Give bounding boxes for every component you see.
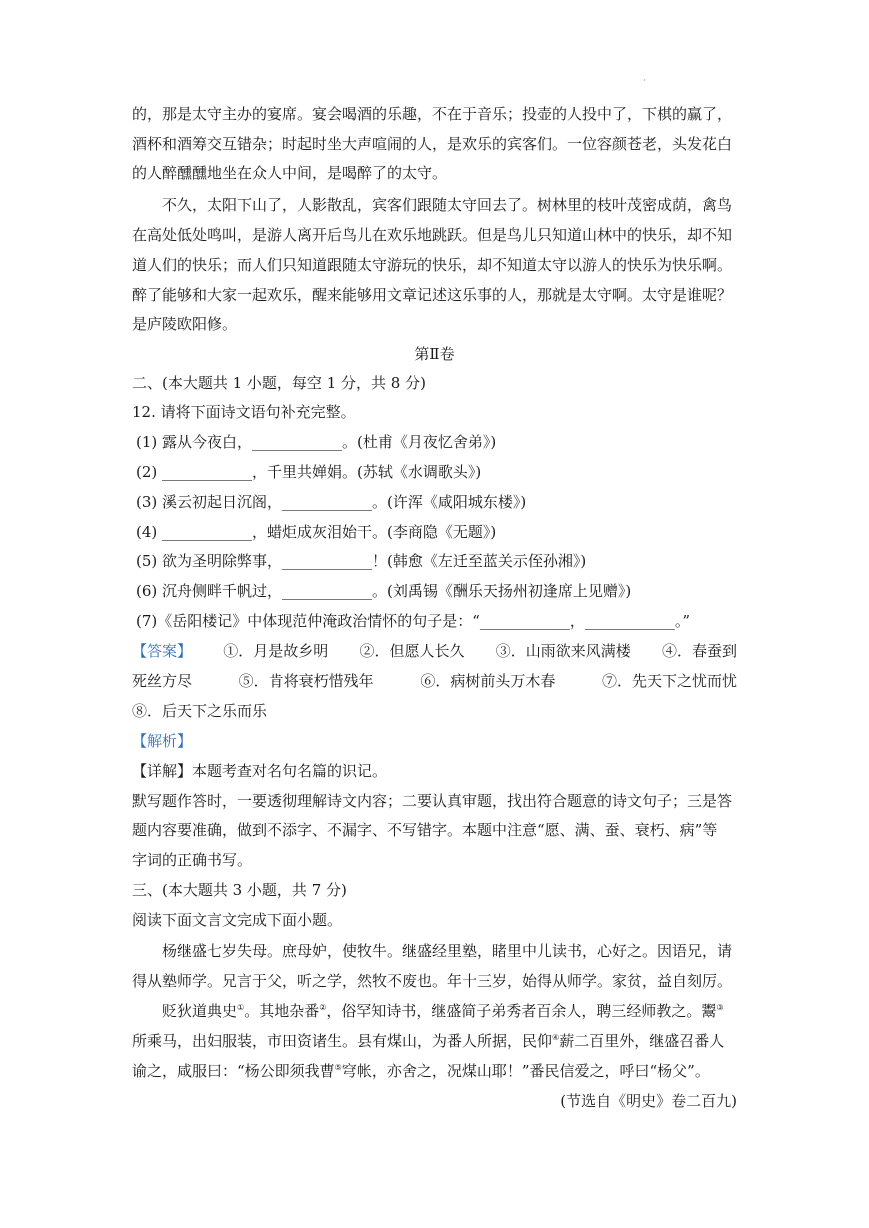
detail-line: 题内容要准确，做到不添字、不漏字、不写错字。本题中注意“愿、满、蚕、衰朽、病”等 [132, 821, 718, 839]
paragraph-line: 是庐陵欧阳修。 [132, 315, 238, 333]
paragraph-line: 在高处低处鸣叫，是游人离开后鸟儿在欢乐地跳跃。但是鸟儿只知道山林中的快乐，却不知 [132, 226, 733, 244]
detail-line: 【详解】本题考查对名句名篇的识记。 [132, 762, 388, 780]
answer-item: ④．春蚕到 [661, 642, 737, 660]
answer-item: ①．月是故乡明 [223, 642, 329, 660]
answer-line-2 [132, 670, 737, 692]
footnote-marker: ③ [716, 1003, 724, 1012]
footnote-marker: ⑤ [334, 1063, 342, 1072]
question-item: (4) ____________，蜡炬成灰泪始干。(李商隐《无题》) [136, 523, 497, 541]
classical-text-line [162, 1000, 737, 1022]
paragraph-line: 的，那是太守主办的宴席。宴会喝酒的乐趣，不在于音乐；投壶的人投中了，下棋的赢了， [132, 105, 733, 123]
text-segment: ，俗罕知诗书，继盛简子弟秀者百余人，聘三经师教之。鬻 [326, 1002, 717, 1020]
analysis-label: 【解析】 [132, 732, 193, 750]
text-segment: 。其地杂番 [244, 1002, 320, 1020]
section-3-header: 三、(本大题共 3 小题，共 7 分) [132, 881, 347, 899]
paragraph-line: 酒杯和酒筹交互错杂；时起时坐大声喧闹的人，是欢乐的宾客们。一位容颜苍老，头发花白 [132, 135, 733, 153]
scan-dot: · [643, 76, 646, 85]
question-item: (1) 露从今夜白，____________。(杜甫《月夜忆舍弟》) [136, 433, 497, 451]
answer-item: ⑤．肯将衰朽惜残年 [238, 672, 374, 690]
classical-text-line [132, 1030, 737, 1052]
paragraph-line: 不久，太阳下山了，人影散乱，宾客们跟随太守回去了。树林里的枝叶茂密成荫，禽鸟 [162, 196, 733, 214]
answer-item: ②．但愿人长久 [359, 642, 465, 660]
question-item: (7)《岳阳楼记》中体现范仲淹政治情怀的句子是：“____________，____________。” [136, 612, 691, 630]
detail-line: 默写题作答时，一要透彻理解诗文内容；二要认真审题，找出符合题意的诗文句子；三是答 [132, 792, 733, 810]
classical-text-line: 杨继盛七岁失母。庶母妒，使牧牛。继盛经里塾，睹里中儿读书，心好之。因语兄，请 [162, 942, 733, 960]
question-item: (2) ____________，千里共婵娟。(苏轼《水调歌头》) [136, 463, 482, 481]
footnote-marker: ① [237, 1003, 245, 1012]
answer-item: 死丝方尽 [132, 672, 193, 690]
detail-line: 字词的正确书写。 [132, 851, 253, 869]
footnote-marker: ④ [552, 1033, 560, 1042]
question-item: (5) 欲为圣明除弊事，____________！(韩愈《左迁至蓝关示侄孙湘》) [136, 552, 587, 570]
classical-text-line [132, 1060, 737, 1082]
question-item: (3) 溪云初起日沉阁，____________。(许浑《咸阳城东楼》) [136, 493, 527, 511]
classical-text-line: 得从塾师学。兄言于父，听之学，然牧不废也。年十三岁，始得从师学。家贫，益自刻厉。 [132, 972, 733, 990]
text-segment: 贬狄道典史 [162, 1002, 238, 1020]
paragraph-line: 醉了能够和大家一起欢乐，醒来能够用文章记述这乐事的人，那就是太守啊。太守是谁呢？ [132, 286, 733, 304]
text-segment: 所乘马，出妇服装，市田资诸生。县有煤山，为番人所据，民仰 [132, 1032, 553, 1050]
question-12-stem: 12. 请将下面诗文语句补充完整。 [132, 403, 356, 421]
text-segment: 薪二百里外，继盛召番人 [559, 1032, 725, 1050]
answer-line-3: ⑧．后天下之乐而乐 [132, 702, 268, 720]
paragraph-line: 道人们的快乐；而人们只知道跟随太守游玩的快乐，却不知道太守以游人的快乐为快乐啊。 [132, 256, 733, 274]
answer-item: ⑥．病树前头万木春 [420, 672, 556, 690]
answer-line-1 [132, 640, 737, 662]
question-item: (6) 沉舟侧畔千帆过，____________。(刘禹锡《酬乐天扬州初逢席上见赠》) [136, 582, 632, 600]
answer-item: ③．山雨欲来风满楼 [495, 642, 631, 660]
answer-label: 【答案】 [132, 642, 193, 660]
source-citation: (节选自《明史》卷二百九) [560, 1092, 737, 1110]
reading-instruction: 阅读下面文言文完成下面小题。 [132, 911, 343, 929]
volume-title: 第Ⅱ卷 [414, 345, 455, 363]
section-2-header: 二、(本大题共 1 小题，每空 1 分，共 8 分) [132, 374, 426, 392]
answer-item: ⑦．先天下之忧而忧 [601, 672, 737, 690]
text-segment: 穹帐，亦舍之，况煤山耶！”番民信爱之，呼曰“杨父”。 [341, 1062, 710, 1080]
paragraph-line: 的人醉醺醺地坐在众人中间，是喝醉了的太守。 [132, 164, 448, 182]
text-segment: 谕之，咸服曰：“杨公即须我曹 [132, 1062, 335, 1080]
footnote-marker: ② [319, 1003, 327, 1012]
